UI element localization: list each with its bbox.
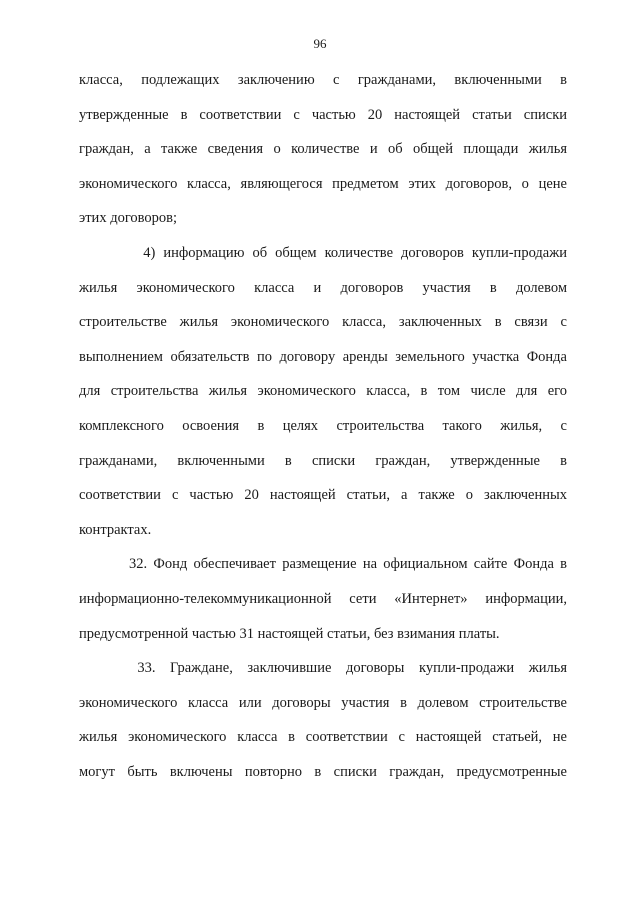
text-line: строительстве жилья экономического класса, заключенных в связи с	[79, 314, 567, 331]
paragraph-1	[79, 63, 567, 236]
text-line: утвержденные в соответствии с частью 20 настоящей статьи списки	[79, 106, 567, 123]
text-line: гражданами, включенными в списки граждан, утвержденные в	[79, 452, 567, 469]
text-line: контрактах.	[79, 521, 152, 538]
text-line: класса, подлежащих заключению с гражданами, включенными в	[79, 72, 567, 88]
text-line: выполнением обязательств по договору аренды земельного участка Фонда	[79, 348, 567, 365]
text-line: граждан, а также сведения о количестве и об общей площади жилья	[79, 141, 567, 158]
text-line: могут быть включены повторно в списки граждан, предусмотренные	[79, 763, 567, 780]
paragraph-32	[79, 547, 567, 651]
text-line: экономического класса, являющегося предметом этих договоров, о цене	[79, 175, 567, 192]
page-number: 96	[313, 36, 327, 51]
document-body	[79, 63, 567, 789]
text-line: этих договоров;	[79, 210, 178, 227]
text-line: для строительства жилья экономического класса, в том числе для его	[79, 383, 567, 400]
text-line: экономического класса или договоры участия в долевом строительстве	[79, 694, 567, 711]
paragraph-item-4	[79, 236, 567, 547]
text-line: 33. Граждане, заключившие договоры купли-продажи жилья	[79, 660, 567, 677]
text-line: жилья экономического класса и договоров участия в долевом	[79, 279, 567, 296]
text-line: 32. Фонд обеспечивает размещение на официальном сайте Фонда в	[79, 556, 567, 573]
text-line: комплексного освоения в целях строительства такого жилья, с	[79, 417, 567, 434]
text-line: информационно-телекоммуникационной сети «Интернет» информации,	[79, 590, 567, 607]
text-line: жилья экономического класса в соответствии с настоящей статьей, не	[79, 729, 567, 746]
text-line: 4) информацию об общем количестве договоров купли-продажи	[79, 244, 567, 261]
text-line: предусмотренной частью 31 настоящей статьи, без взимания платы.	[79, 625, 500, 642]
paragraph-33	[79, 651, 567, 789]
text-line: соответствии с частью 20 настоящей статьи, а также о заключенных	[79, 487, 567, 504]
